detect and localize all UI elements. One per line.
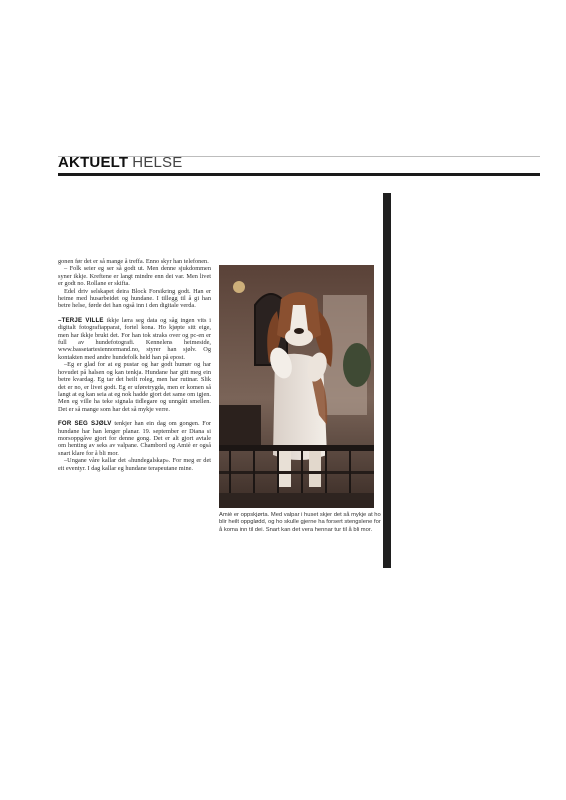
dog-photo xyxy=(219,265,374,508)
article-paragraph xyxy=(58,317,211,361)
header-rule xyxy=(58,173,540,176)
article-paragraph xyxy=(58,265,211,287)
article-paragraph xyxy=(58,258,211,265)
paragraph-text: ikkje læra seg data og såg ingen vits i digitalt fotografiapparat, fortel kona. Ho kjøpte sitt eige, men har ikkje brukt det. For han tok straks over og pc-en er full av hundefotografi. Kennelens heimeside, www.bassetartesiennormand.no, styrer han sjølv. Og kontakten med andre hundefolk held han på epost. xyxy=(58,316,212,361)
paragraph-text: – Folk seier eg ser så godt ut. Men denne sjukdommen syner ikkje. Kreftene er langt mindre enn dei var. Men livet er godt no. Rollane er skifta. xyxy=(58,265,211,288)
article-paragraph xyxy=(58,288,211,310)
subsection-label: HELSE xyxy=(132,154,183,171)
photo-caption: Amiè er oppskjørta. Med valpar i huset skjer det så mykje at ho blir heilt oppglødd, og ho skulle gjerne ha forsert stengslene for å koma inn til dei. Snart kan det vera hennar tur til å bli mor. xyxy=(219,512,381,533)
page-side-bar xyxy=(383,193,391,568)
article-paragraph xyxy=(58,361,211,413)
article-paragraph xyxy=(58,457,211,472)
paragraph-lead-in: FOR SEG SJØLV xyxy=(58,420,112,428)
paragraph-lead-in: –TERJE VILLE xyxy=(58,316,104,324)
paragraph-text: gonen før det er så mange å treffa. Enno skyr han telefonen. xyxy=(58,258,209,265)
paragraph-text: –Ungane våre kallar det «hundegalskap». For meg er det eit eventyr. I dag kallar eg hundane terapeutane mine. xyxy=(58,457,211,472)
paragraph-text: tenkjer han ein dag om gongen. For hundane har han lenger planar. 19. september er Diana si morsoppgåve gjort for denne gong. Det er alt gjort avtale om henting av seks av valpane. Chambord og Amiè er også snart klare for å bli mor. xyxy=(58,420,212,457)
dog-photo-illustration xyxy=(219,265,374,508)
paragraph-text: –Eg er glad for at eg pustar og har godt humør og har hovudet på halsen og kan tenkja. Hundane har gitt meg ein betre kvardag. Eg tar det heilt roleg, men har rutinar. Slik det er no, er livet godt. Eg er uføretrygda, men er komen så langt at eg kan seia at eg nok hadde gjort det same om igjen. Men eg ville ha teke signala tidlegare og unngått smellen. Det er så mange som har det så mykje verre. xyxy=(58,361,211,413)
section-label: AKTUELT xyxy=(58,154,129,171)
section-heading xyxy=(58,154,182,172)
article-text-column xyxy=(58,258,211,472)
paragraph-text: Edel driv selskapet deira Block Forsikring godt. Han er heime med husarbeidet og hundane. I tillegg til å gi han betre helse, førde dei han også inn i den digitale verda. xyxy=(58,287,211,310)
article-paragraph xyxy=(58,420,211,457)
